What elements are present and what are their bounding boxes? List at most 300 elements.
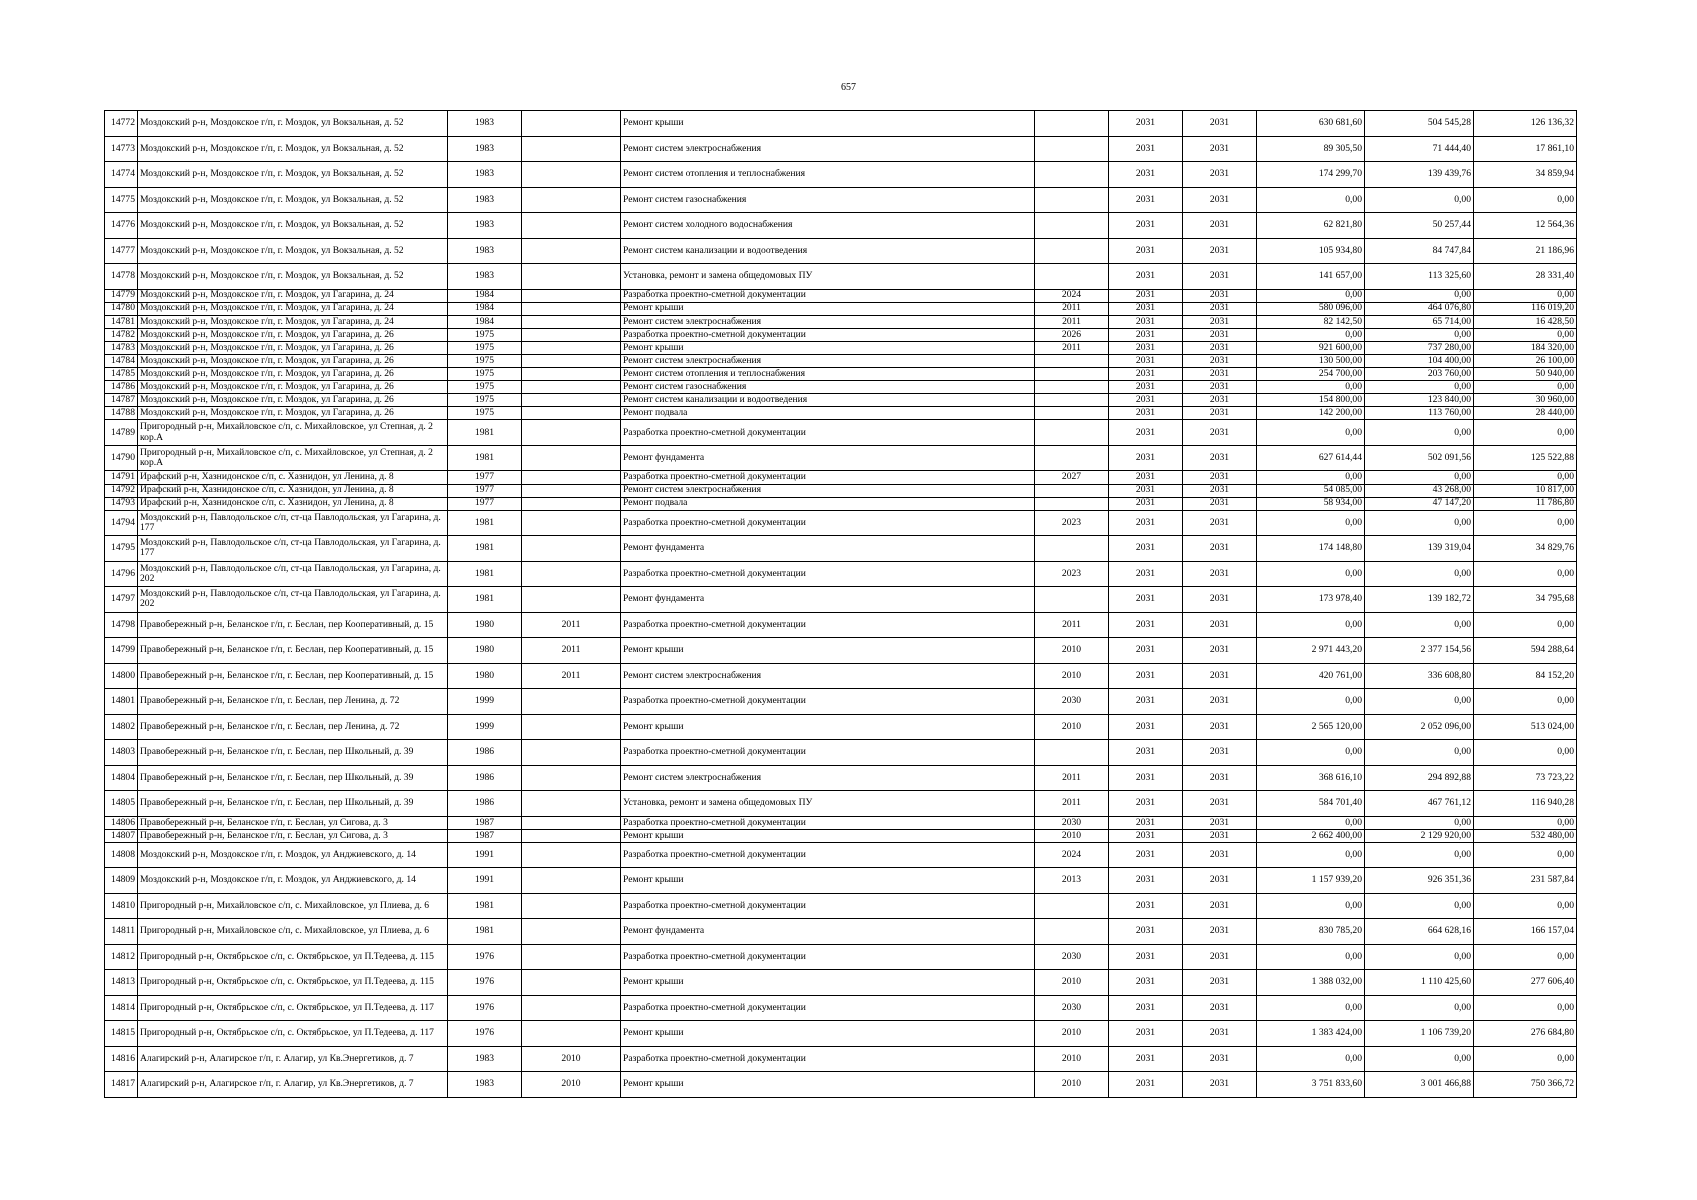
last-repair-year-cell: 2010	[1035, 1046, 1109, 1072]
commission-year-cell	[522, 944, 621, 970]
fund-share-cell: 1 110 425,60	[1365, 970, 1474, 996]
table-row	[105, 111, 1577, 137]
build-year-cell: 1983	[448, 264, 522, 290]
table-row	[105, 765, 1577, 791]
fund-share-cell: 84 747,84	[1365, 238, 1474, 264]
owner-share-cell: 17 861,10	[1474, 136, 1577, 162]
plan-year-start-cell: 2031	[1109, 944, 1183, 970]
total-cost-cell: 142 200,00	[1257, 407, 1365, 420]
table-row	[105, 187, 1577, 213]
total-cost-cell: 0,00	[1257, 328, 1365, 341]
plan-year-start-cell: 2031	[1109, 445, 1183, 471]
owner-share-cell: 0,00	[1474, 612, 1577, 638]
last-repair-year-cell	[1035, 587, 1109, 613]
plan-year-start-cell: 2031	[1109, 484, 1183, 497]
work-type-cell: Разработка проектно-сметной документации	[621, 471, 1035, 484]
fund-share-cell: 0,00	[1365, 893, 1474, 919]
total-cost-cell: 0,00	[1257, 1046, 1365, 1072]
commission-year-cell	[522, 587, 621, 613]
house-number-cell: 14793	[105, 497, 138, 510]
last-repair-year-cell: 2026	[1035, 328, 1109, 341]
fund-share-cell: 0,00	[1365, 289, 1474, 302]
build-year-cell: 1983	[448, 187, 522, 213]
owner-share-cell: 750 366,72	[1474, 1072, 1577, 1098]
address-cell: Правобережный р-н, Беланское г/п, г. Беслан, пер Ленина, д. 72	[138, 689, 448, 715]
owner-share-cell: 126 136,32	[1474, 111, 1577, 137]
address-cell: Моздокский р-н, Моздокское г/п, г. Моздок, ул Гагарина, д. 24	[138, 302, 448, 315]
work-type-cell: Ремонт фундамента	[621, 919, 1035, 945]
build-year-cell: 1977	[448, 497, 522, 510]
last-repair-year-cell: 2010	[1035, 714, 1109, 740]
build-year-cell: 1984	[448, 315, 522, 328]
plan-year-start-cell: 2031	[1109, 561, 1183, 587]
fund-share-cell: 737 280,00	[1365, 341, 1474, 354]
commission-year-cell	[522, 740, 621, 766]
owner-share-cell: 16 428,50	[1474, 315, 1577, 328]
owner-share-cell: 28 440,00	[1474, 407, 1577, 420]
plan-year-end-cell: 2031	[1183, 368, 1257, 381]
owner-share-cell: 0,00	[1474, 471, 1577, 484]
build-year-cell: 1999	[448, 689, 522, 715]
address-cell: Моздокский р-н, Моздокское г/п, г. Моздок, ул Гагарина, д. 26	[138, 381, 448, 394]
fund-share-cell: 2 129 920,00	[1365, 829, 1474, 842]
plan-year-end-cell: 2031	[1183, 111, 1257, 137]
build-year-cell: 1975	[448, 394, 522, 407]
plan-year-start-cell: 2031	[1109, 970, 1183, 996]
table-row	[105, 612, 1577, 638]
house-number-cell: 14813	[105, 970, 138, 996]
plan-year-start-cell: 2031	[1109, 407, 1183, 420]
last-repair-year-cell	[1035, 919, 1109, 945]
build-year-cell: 1981	[448, 919, 522, 945]
commission-year-cell	[522, 213, 621, 239]
address-cell: Алагирский р-н, Алагирское г/п, г. Алагир, ул Кв.Энергетиков, д. 7	[138, 1072, 448, 1098]
house-number-cell: 14795	[105, 536, 138, 562]
work-type-cell: Ремонт систем электроснабжения	[621, 765, 1035, 791]
fund-share-cell: 0,00	[1365, 944, 1474, 970]
table-row	[105, 341, 1577, 354]
last-repair-year-cell	[1035, 264, 1109, 290]
fund-share-cell: 2 377 154,56	[1365, 638, 1474, 664]
work-type-cell: Разработка проектно-сметной документации	[621, 328, 1035, 341]
last-repair-year-cell	[1035, 136, 1109, 162]
work-type-cell: Разработка проектно-сметной документации	[621, 510, 1035, 536]
build-year-cell: 1981	[448, 536, 522, 562]
fund-share-cell: 71 444,40	[1365, 136, 1474, 162]
work-type-cell: Ремонт фундамента	[621, 445, 1035, 471]
table-row	[105, 944, 1577, 970]
build-year-cell: 1983	[448, 111, 522, 137]
plan-year-end-cell: 2031	[1183, 868, 1257, 894]
plan-year-start-cell: 2031	[1109, 587, 1183, 613]
last-repair-year-cell: 2024	[1035, 842, 1109, 868]
plan-year-end-cell: 2031	[1183, 842, 1257, 868]
house-number-cell: 14776	[105, 213, 138, 239]
plan-year-start-cell: 2031	[1109, 420, 1183, 446]
build-year-cell: 1975	[448, 354, 522, 367]
plan-year-end-cell: 2031	[1183, 381, 1257, 394]
fund-share-cell: 0,00	[1365, 816, 1474, 829]
owner-share-cell: 166 157,04	[1474, 919, 1577, 945]
house-number-cell: 14812	[105, 944, 138, 970]
work-type-cell: Разработка проектно-сметной документации	[621, 420, 1035, 446]
plan-year-start-cell: 2031	[1109, 315, 1183, 328]
table-row	[105, 302, 1577, 315]
fund-share-cell: 336 608,80	[1365, 663, 1474, 689]
work-type-cell: Ремонт систем электроснабжения	[621, 136, 1035, 162]
work-type-cell: Ремонт систем газоснабжения	[621, 381, 1035, 394]
build-year-cell: 1977	[448, 484, 522, 497]
commission-year-cell	[522, 995, 621, 1021]
total-cost-cell: 0,00	[1257, 381, 1365, 394]
house-number-cell: 14784	[105, 354, 138, 367]
fund-share-cell: 1 106 739,20	[1365, 1021, 1474, 1047]
fund-share-cell: 0,00	[1365, 328, 1474, 341]
fund-share-cell: 139 319,04	[1365, 536, 1474, 562]
plan-year-start-cell: 2031	[1109, 638, 1183, 664]
total-cost-cell: 0,00	[1257, 689, 1365, 715]
build-year-cell: 1980	[448, 638, 522, 664]
last-repair-year-cell	[1035, 407, 1109, 420]
commission-year-cell	[522, 471, 621, 484]
total-cost-cell: 58 934,00	[1257, 497, 1365, 510]
fund-share-cell: 50 257,44	[1365, 213, 1474, 239]
build-year-cell: 1976	[448, 970, 522, 996]
last-repair-year-cell: 2030	[1035, 995, 1109, 1021]
commission-year-cell	[522, 341, 621, 354]
plan-year-end-cell: 2031	[1183, 238, 1257, 264]
work-type-cell: Ремонт крыши	[621, 111, 1035, 137]
plan-year-end-cell: 2031	[1183, 1021, 1257, 1047]
owner-share-cell: 116 940,28	[1474, 791, 1577, 817]
total-cost-cell: 174 299,70	[1257, 162, 1365, 188]
table-row	[105, 394, 1577, 407]
total-cost-cell: 580 096,00	[1257, 302, 1365, 315]
build-year-cell: 1977	[448, 471, 522, 484]
address-cell: Правобережный р-н, Беланское г/п, г. Беслан, пер Школьный, д. 39	[138, 791, 448, 817]
plan-year-end-cell: 2031	[1183, 663, 1257, 689]
build-year-cell: 1986	[448, 791, 522, 817]
table-body	[105, 111, 1577, 1098]
total-cost-cell: 105 934,80	[1257, 238, 1365, 264]
last-repair-year-cell: 2024	[1035, 289, 1109, 302]
work-type-cell: Ремонт крыши	[621, 1021, 1035, 1047]
last-repair-year-cell: 2011	[1035, 791, 1109, 817]
plan-year-end-cell: 2031	[1183, 341, 1257, 354]
house-number-cell: 14791	[105, 471, 138, 484]
fund-share-cell: 0,00	[1365, 740, 1474, 766]
house-number-cell: 14772	[105, 111, 138, 137]
commission-year-cell	[522, 561, 621, 587]
work-type-cell: Разработка проектно-сметной документации	[621, 842, 1035, 868]
plan-year-end-cell: 2031	[1183, 445, 1257, 471]
table-row	[105, 445, 1577, 471]
plan-year-start-cell: 2031	[1109, 302, 1183, 315]
owner-share-cell: 116 019,20	[1474, 302, 1577, 315]
build-year-cell: 1986	[448, 740, 522, 766]
house-number-cell: 14778	[105, 264, 138, 290]
plan-year-end-cell: 2031	[1183, 612, 1257, 638]
address-cell: Моздокский р-н, Моздокское г/п, г. Моздок, ул Вокзальная, д. 52	[138, 162, 448, 188]
address-cell: Моздокский р-н, Павлодольское с/п, ст-ца Павлодольская, ул Гагарина, д. 202	[138, 561, 448, 587]
table-row	[105, 497, 1577, 510]
owner-share-cell: 513 024,00	[1474, 714, 1577, 740]
owner-share-cell: 184 320,00	[1474, 341, 1577, 354]
address-cell: Правобережный р-н, Беланское г/п, г. Беслан, ул Сигова, д. 3	[138, 829, 448, 842]
total-cost-cell: 0,00	[1257, 187, 1365, 213]
table-row	[105, 381, 1577, 394]
owner-share-cell: 532 480,00	[1474, 829, 1577, 842]
table-row	[105, 791, 1577, 817]
last-repair-year-cell: 2011	[1035, 765, 1109, 791]
commission-year-cell	[522, 238, 621, 264]
fund-share-cell: 139 439,76	[1365, 162, 1474, 188]
owner-share-cell: 0,00	[1474, 381, 1577, 394]
plan-year-end-cell: 2031	[1183, 561, 1257, 587]
owner-share-cell: 21 186,96	[1474, 238, 1577, 264]
address-cell: Моздокский р-н, Моздокское г/п, г. Моздок, ул Гагарина, д. 24	[138, 289, 448, 302]
owner-share-cell: 28 331,40	[1474, 264, 1577, 290]
total-cost-cell: 0,00	[1257, 561, 1365, 587]
plan-year-end-cell: 2031	[1183, 893, 1257, 919]
page-number: 657	[841, 82, 856, 93]
plan-year-end-cell: 2031	[1183, 162, 1257, 188]
table-row	[105, 368, 1577, 381]
house-number-cell: 14808	[105, 842, 138, 868]
plan-year-start-cell: 2031	[1109, 162, 1183, 188]
plan-year-start-cell: 2031	[1109, 714, 1183, 740]
address-cell: Моздокский р-н, Моздокское г/п, г. Моздок, ул Анджиевского, д. 14	[138, 842, 448, 868]
last-repair-year-cell: 2030	[1035, 944, 1109, 970]
commission-year-cell	[522, 302, 621, 315]
address-cell: Моздокский р-н, Моздокское г/п, г. Моздок, ул Гагарина, д. 26	[138, 368, 448, 381]
address-cell: Моздокский р-н, Моздокское г/п, г. Моздок, ул Вокзальная, д. 52	[138, 213, 448, 239]
plan-year-end-cell: 2031	[1183, 765, 1257, 791]
fund-share-cell: 0,00	[1365, 842, 1474, 868]
work-type-cell: Ремонт систем канализации и водоотведения	[621, 394, 1035, 407]
table-row	[105, 315, 1577, 328]
house-number-cell: 14817	[105, 1072, 138, 1098]
total-cost-cell: 82 142,50	[1257, 315, 1365, 328]
last-repair-year-cell	[1035, 420, 1109, 446]
build-year-cell: 1981	[448, 445, 522, 471]
address-cell: Пригородный р-н, Октябрьское с/п, с. Октябрьское, ул П.Тедеева, д. 117	[138, 1021, 448, 1047]
total-cost-cell: 0,00	[1257, 944, 1365, 970]
owner-share-cell: 277 606,40	[1474, 970, 1577, 996]
fund-share-cell: 0,00	[1365, 995, 1474, 1021]
last-repair-year-cell: 2011	[1035, 612, 1109, 638]
last-repair-year-cell	[1035, 484, 1109, 497]
address-cell: Пригородный р-н, Октябрьское с/п, с. Октябрьское, ул П.Тедеева, д. 115	[138, 970, 448, 996]
commission-year-cell	[522, 315, 621, 328]
owner-share-cell: 0,00	[1474, 328, 1577, 341]
owner-share-cell: 73 723,22	[1474, 765, 1577, 791]
work-type-cell: Ремонт систем газоснабжения	[621, 187, 1035, 213]
last-repair-year-cell: 2030	[1035, 816, 1109, 829]
plan-year-end-cell: 2031	[1183, 289, 1257, 302]
house-number-cell: 14798	[105, 612, 138, 638]
table-row	[105, 868, 1577, 894]
work-type-cell: Разработка проектно-сметной документации	[621, 995, 1035, 1021]
owner-share-cell: 0,00	[1474, 510, 1577, 536]
commission-year-cell: 2011	[522, 638, 621, 664]
house-number-cell: 14788	[105, 407, 138, 420]
total-cost-cell: 2 971 443,20	[1257, 638, 1365, 664]
plan-year-start-cell: 2031	[1109, 919, 1183, 945]
commission-year-cell	[522, 536, 621, 562]
fund-share-cell: 0,00	[1365, 510, 1474, 536]
plan-year-start-cell: 2031	[1109, 995, 1183, 1021]
plan-year-start-cell: 2031	[1109, 868, 1183, 894]
total-cost-cell: 630 681,60	[1257, 111, 1365, 137]
owner-share-cell: 0,00	[1474, 187, 1577, 213]
total-cost-cell: 3 751 833,60	[1257, 1072, 1365, 1098]
work-type-cell: Разработка проектно-сметной документации	[621, 289, 1035, 302]
owner-share-cell: 0,00	[1474, 689, 1577, 715]
house-number-cell: 14796	[105, 561, 138, 587]
fund-share-cell: 926 351,36	[1365, 868, 1474, 894]
plan-year-end-cell: 2031	[1183, 420, 1257, 446]
work-type-cell: Ремонт крыши	[621, 341, 1035, 354]
house-number-cell: 14787	[105, 394, 138, 407]
total-cost-cell: 830 785,20	[1257, 919, 1365, 945]
work-type-cell: Разработка проектно-сметной документации	[621, 893, 1035, 919]
last-repair-year-cell: 2010	[1035, 638, 1109, 664]
address-cell: Ирафский р-н, Хазнидонское с/п, с. Хазнидон, ул Ленина, д. 8	[138, 497, 448, 510]
address-cell: Моздокский р-н, Павлодольское с/п, ст-ца Павлодольская, ул Гагарина, д. 177	[138, 510, 448, 536]
work-type-cell: Ремонт крыши	[621, 1072, 1035, 1098]
total-cost-cell: 141 657,00	[1257, 264, 1365, 290]
plan-year-end-cell: 2031	[1183, 213, 1257, 239]
work-type-cell: Ремонт крыши	[621, 829, 1035, 842]
plan-year-end-cell: 2031	[1183, 264, 1257, 290]
plan-year-end-cell: 2031	[1183, 471, 1257, 484]
house-number-cell: 14790	[105, 445, 138, 471]
plan-year-end-cell: 2031	[1183, 407, 1257, 420]
plan-year-end-cell: 2031	[1183, 187, 1257, 213]
build-year-cell: 1980	[448, 612, 522, 638]
fund-share-cell: 139 182,72	[1365, 587, 1474, 613]
plan-year-start-cell: 2031	[1109, 471, 1183, 484]
last-repair-year-cell	[1035, 368, 1109, 381]
house-number-cell: 14786	[105, 381, 138, 394]
commission-year-cell	[522, 420, 621, 446]
total-cost-cell: 1 157 939,20	[1257, 868, 1365, 894]
total-cost-cell: 0,00	[1257, 995, 1365, 1021]
table-row	[105, 1046, 1577, 1072]
plan-year-start-cell: 2031	[1109, 354, 1183, 367]
house-number-cell: 14801	[105, 689, 138, 715]
plan-year-start-cell: 2031	[1109, 1072, 1183, 1098]
last-repair-year-cell: 2010	[1035, 663, 1109, 689]
last-repair-year-cell: 2010	[1035, 829, 1109, 842]
fund-share-cell: 504 545,28	[1365, 111, 1474, 137]
plan-year-end-cell: 2031	[1183, 497, 1257, 510]
last-repair-year-cell	[1035, 162, 1109, 188]
total-cost-cell: 420 761,00	[1257, 663, 1365, 689]
build-year-cell: 1976	[448, 995, 522, 1021]
commission-year-cell	[522, 407, 621, 420]
commission-year-cell: 2010	[522, 1072, 621, 1098]
house-number-cell: 14802	[105, 714, 138, 740]
work-type-cell: Ремонт крыши	[621, 868, 1035, 894]
house-number-cell: 14783	[105, 341, 138, 354]
house-number-cell: 14800	[105, 663, 138, 689]
commission-year-cell	[522, 264, 621, 290]
commission-year-cell	[522, 893, 621, 919]
work-type-cell: Ремонт фундамента	[621, 536, 1035, 562]
house-number-cell: 14799	[105, 638, 138, 664]
work-type-cell: Ремонт фундамента	[621, 587, 1035, 613]
plan-year-start-cell: 2031	[1109, 136, 1183, 162]
owner-share-cell: 0,00	[1474, 995, 1577, 1021]
plan-year-start-cell: 2031	[1109, 765, 1183, 791]
plan-year-start-cell: 2031	[1109, 187, 1183, 213]
work-type-cell: Ремонт подвала	[621, 497, 1035, 510]
commission-year-cell	[522, 111, 621, 137]
fund-share-cell: 3 001 466,88	[1365, 1072, 1474, 1098]
table-row	[105, 816, 1577, 829]
table-row	[105, 970, 1577, 996]
plan-year-end-cell: 2031	[1183, 919, 1257, 945]
plan-year-start-cell: 2031	[1109, 842, 1183, 868]
plan-year-end-cell: 2031	[1183, 740, 1257, 766]
plan-year-end-cell: 2031	[1183, 944, 1257, 970]
plan-year-end-cell: 2031	[1183, 714, 1257, 740]
build-year-cell: 1976	[448, 1021, 522, 1047]
total-cost-cell: 921 600,00	[1257, 341, 1365, 354]
commission-year-cell	[522, 289, 621, 302]
address-cell: Моздокский р-н, Моздокское г/п, г. Моздок, ул Вокзальная, д. 52	[138, 187, 448, 213]
commission-year-cell	[522, 919, 621, 945]
owner-share-cell: 0,00	[1474, 740, 1577, 766]
address-cell: Пригородный р-н, Михайловское с/п, с. Михайловское, ул Плиева, д. 6	[138, 919, 448, 945]
work-type-cell: Разработка проектно-сметной документации	[621, 612, 1035, 638]
table-row	[105, 484, 1577, 497]
last-repair-year-cell: 2010	[1035, 1072, 1109, 1098]
fund-share-cell: 0,00	[1365, 471, 1474, 484]
plan-year-start-cell: 2031	[1109, 612, 1183, 638]
build-year-cell: 1975	[448, 381, 522, 394]
build-year-cell: 1999	[448, 714, 522, 740]
work-type-cell: Ремонт крыши	[621, 714, 1035, 740]
build-year-cell: 1984	[448, 302, 522, 315]
total-cost-cell: 627 614,44	[1257, 445, 1365, 471]
plan-year-end-cell: 2031	[1183, 394, 1257, 407]
plan-year-start-cell: 2031	[1109, 1021, 1183, 1047]
total-cost-cell: 0,00	[1257, 510, 1365, 536]
last-repair-year-cell	[1035, 536, 1109, 562]
repair-schedule-table	[104, 110, 1577, 1098]
total-cost-cell: 0,00	[1257, 816, 1365, 829]
plan-year-start-cell: 2031	[1109, 238, 1183, 264]
table-row	[105, 689, 1577, 715]
plan-year-end-cell: 2031	[1183, 995, 1257, 1021]
commission-year-cell	[522, 381, 621, 394]
house-number-cell: 14792	[105, 484, 138, 497]
plan-year-end-cell: 2031	[1183, 484, 1257, 497]
commission-year-cell	[522, 445, 621, 471]
table-row	[105, 1021, 1577, 1047]
total-cost-cell: 254 700,00	[1257, 368, 1365, 381]
build-year-cell: 1975	[448, 407, 522, 420]
table-row	[105, 510, 1577, 536]
plan-year-end-cell: 2031	[1183, 689, 1257, 715]
owner-share-cell: 0,00	[1474, 561, 1577, 587]
fund-share-cell: 467 761,12	[1365, 791, 1474, 817]
fund-share-cell: 0,00	[1365, 420, 1474, 446]
work-type-cell: Ремонт подвала	[621, 407, 1035, 420]
